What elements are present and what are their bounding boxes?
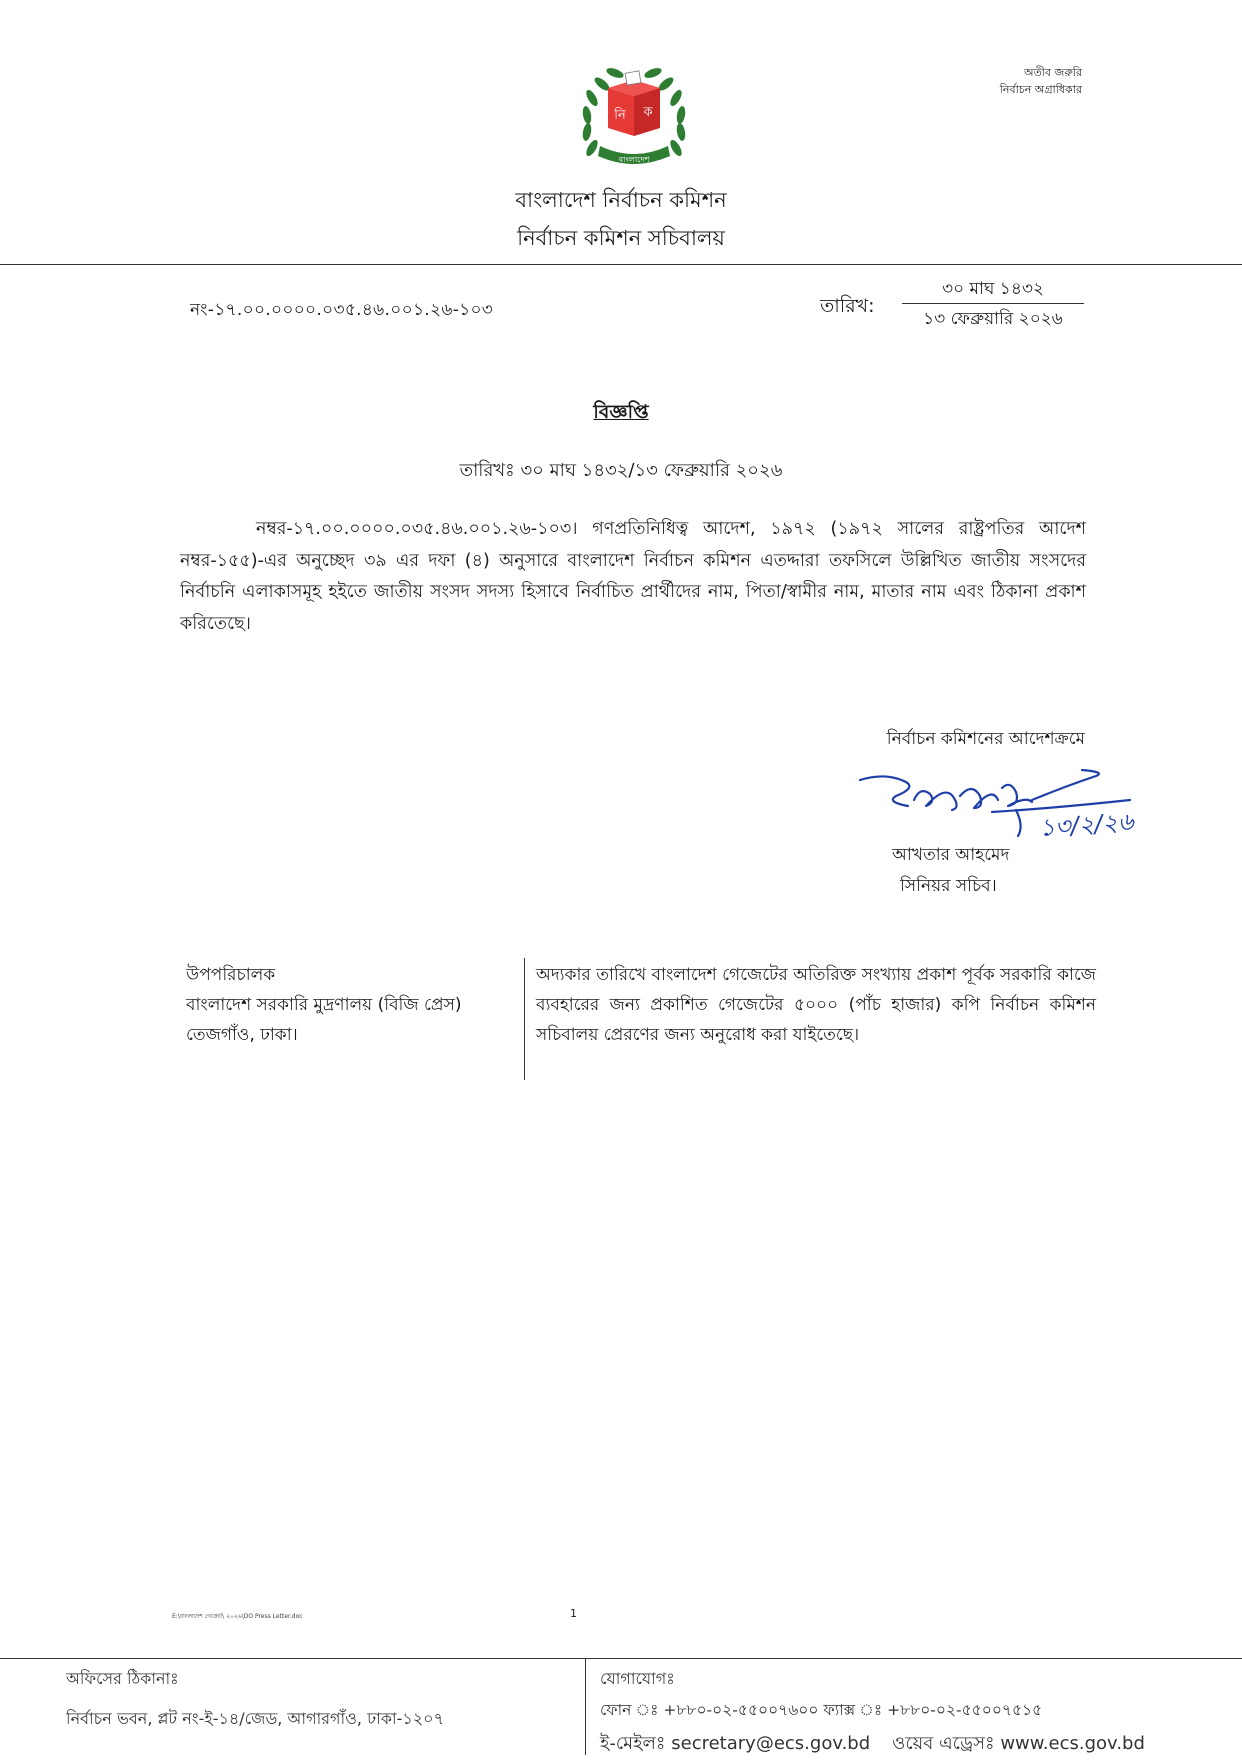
header-divider (0, 264, 1242, 265)
file-path-footnote: E:\বাংলাদেশ গেজেট\ ২০২৬\DO Press Letter.doc (172, 1613, 303, 1620)
date-bangla: ৩০ মাঘ ১৪৩২ (902, 276, 1084, 304)
page-number: 1 (570, 1607, 577, 1620)
footer-column-divider (585, 1658, 586, 1755)
recipient-line-3: তেজগাঁও, ঢাকা। (186, 1025, 298, 1045)
email-link[interactable]: ই-মেইলঃ secretary@ecs.gov.bd (600, 1733, 871, 1754)
notice-body: নম্বর-১৭.০০.০০০০.০৩৫.৪৬.০০১.২৬-১০৩। গণপ্রতিনিধিত্ব আদেশ, ১৯৭২ (১৯৭২ সালের রাষ্ট্রপতির আদেশ নম্বর-১৫৫)-এর অনুচ্ছেদ ৩৯ এর দফা (৪) অনুসারে বাংলাদেশ নির্বাচন কমিশন এতদ্দারা তফসিলে উল্লিখিত জাতীয় সংসদের নির্বাচনি এলাকাসমূহ হইতে জাতীয় সংসদ সদস্য হিসাবে নির্বাচিত প্রার্থীদের নাম, পিতা/স্বামীর নাম, মাতার নাম এবং ঠিকানা প্রকাশ করিতেছে। (180, 519, 1086, 634)
election-commission-emblem (578, 58, 690, 178)
website-link[interactable]: ওয়েব এড্রেসঃ www.ecs.gov.bd (892, 1733, 1145, 1754)
recipient-line-2: বাংলাদেশ সরকারি মুদ্রণালয় (বিজি প্রেস) (186, 995, 462, 1015)
office-address: নির্বাচন ভবন, প্লট নং-ই-১৪/জেড, আগারগাঁও, ঢাকা-১২০৭ (66, 1709, 444, 1728)
emblem-letter-left: নি (614, 108, 626, 123)
urgency-line-1: অতীব জরুরি (1023, 66, 1082, 79)
email-website-line (600, 1729, 1145, 1760)
signatory-title: সিনিয়র সচিব। (900, 876, 997, 896)
ballot-box (608, 71, 660, 136)
urgency-marker (1000, 64, 1082, 98)
office-address-label: অফিসের ঠিকানাঃ (66, 1669, 179, 1688)
org-name: বাংলাদেশ নির্বাচন কমিশন (515, 188, 727, 212)
memo-number: নং-১৭.০০.০০০০.০৩৫.৪৬.০০১.২৬-১০৩ (190, 300, 494, 320)
notice-title: বিজ্ঞপ্তি (593, 401, 649, 423)
request-text: অদ্যকার তারিখে বাংলাদেশ গেজেটের অতিরিক্ত সংখ্যায় প্রকাশ পূর্বক সরকারি কাজে ব্যবহারের জন্য প্রকাশিত গেজেটের ৫০০০ (পাঁচ হাজার) কপি নির্বাচন কমিশন সচিবালয় প্রেরণের জন্য অনুরোধ করা যাইতেছে। (536, 965, 1096, 1045)
handwritten-date: ১৩/২/২৬ (1038, 807, 1135, 842)
signatory-name: আখতার আহমেদ (892, 845, 1010, 865)
urgency-line-2: নির্বাচন অগ্রাধিকার (999, 83, 1082, 96)
emblem-letter-right: ক (643, 105, 653, 120)
recipient-block (186, 960, 516, 1050)
recipient-line-1: উপপরিচালক (186, 965, 276, 985)
emblem-ribbon-text: বাংলাদেশ (618, 155, 650, 164)
footer-divider (0, 1658, 1242, 1659)
order-line: নির্বাচন কমিশনের আদেশক্রমে (886, 729, 1085, 749)
notice-date: তারিখঃ ৩০ মাঘ ১৪৩২/১৩ ফেব্রুয়ারি ২০২৬ (459, 460, 783, 481)
secretariat-name: নির্বাচন কমিশন সচিবালয় (517, 226, 725, 250)
phone-fax: ফোন ঃ +৮৮০-০২-৫৫০০৭৬০০ ফ্যাক্স ঃ +৮৮০-০২-৫৫০০৭৫১৫ (600, 1701, 1043, 1719)
date-english: ১৩ ফেব্রুয়ারি ২০২৬ (923, 309, 1063, 329)
contact-label: যোগাযোগঃ (600, 1669, 675, 1688)
date-box (902, 276, 1084, 334)
recipient-divider (524, 958, 525, 1080)
date-label: তারিখ: (820, 295, 875, 317)
